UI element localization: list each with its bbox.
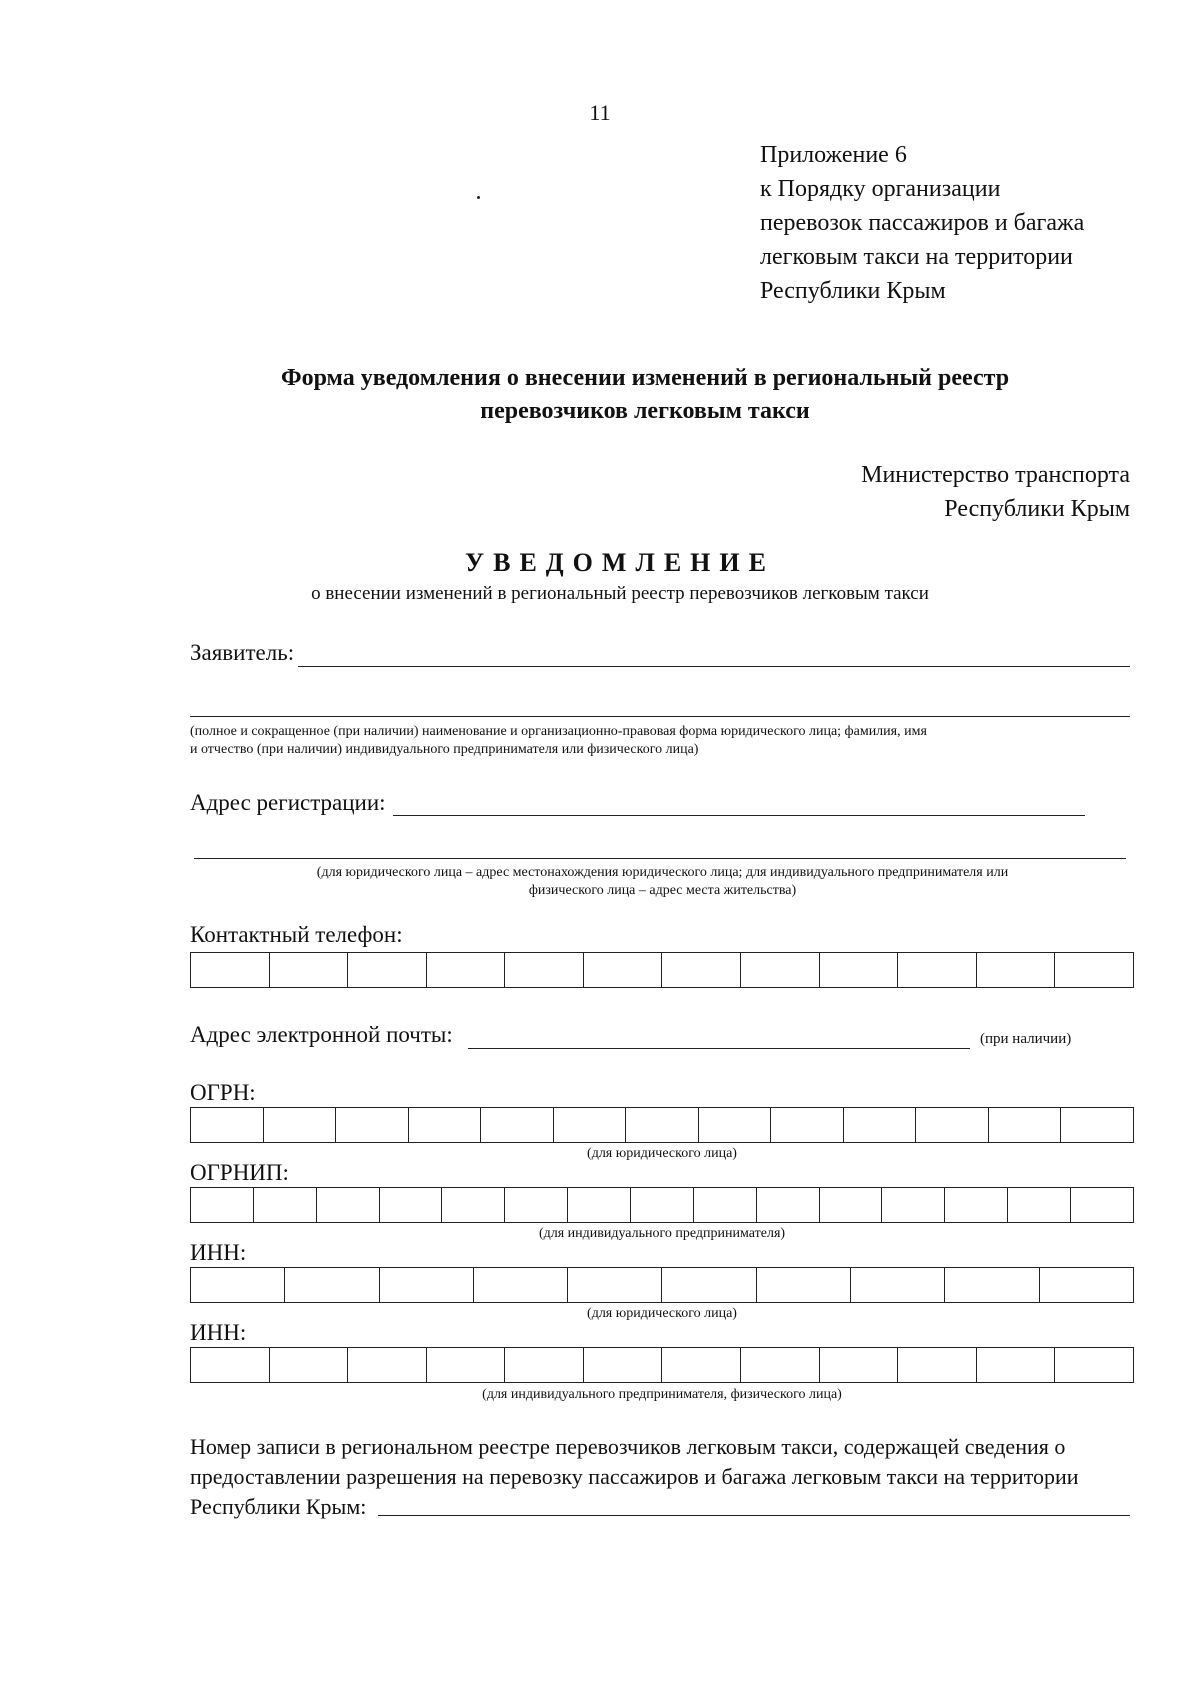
digit-cell[interactable] [662,953,741,987]
digit-cell[interactable] [348,1348,427,1382]
digit-cell[interactable] [1055,953,1133,987]
page-number: 11 [589,100,611,125]
ogrnip-hint: (для индивидуального предпринимателя) [538,1226,786,1241]
digit-cell[interactable] [409,1108,482,1142]
registration-address-hint-line: физического лица – адрес места жительства) [528,883,797,898]
digit-cell[interactable] [631,1188,694,1222]
email-note: (при наличии) [980,1031,1072,1047]
registration-address-hint-line: (для юридического лица – адрес местонахождения юридического лица; для индивидуального предпринимателя или [316,865,1009,880]
digit-cell[interactable] [989,1108,1062,1142]
digit-cell[interactable] [264,1108,337,1142]
digit-cell[interactable] [771,1108,844,1142]
digit-cell[interactable] [584,953,663,987]
digit-cell[interactable] [1008,1188,1071,1222]
annex-line: перевозок пассажиров и багажа [760,210,1085,236]
form-title [0,362,1200,428]
recipient-line: Республики Крым [944,496,1130,522]
digit-cell[interactable] [254,1188,317,1222]
digit-cell[interactable] [191,1108,264,1142]
applicant-label: Заявитель: [190,640,295,665]
record-number-text-line [190,1492,1130,1522]
digit-cell[interactable] [1071,1188,1133,1222]
applicant-hint [190,723,1135,759]
digit-cell[interactable] [1055,1348,1133,1382]
digit-cell[interactable] [191,1348,270,1382]
digit-cell[interactable] [844,1108,917,1142]
digit-cell[interactable] [285,1268,379,1302]
phone-label: Контактный телефон: [190,922,403,947]
ogrn-cells[interactable] [190,1107,1134,1143]
inn-individual-hint: (для индивидуального предпринимателя, физического лица) [482,1387,842,1402]
digit-cell[interactable] [882,1188,945,1222]
digit-cell[interactable] [427,1348,506,1382]
digit-cell[interactable] [317,1188,380,1222]
applicant-field-continued[interactable] [190,716,1130,717]
applicant-field[interactable] [298,666,1130,667]
digit-cell[interactable] [336,1108,409,1142]
digit-cell[interactable] [1040,1268,1133,1302]
digit-cell[interactable] [977,1348,1056,1382]
annex-line: Республики Крым [760,278,946,304]
digit-cell[interactable] [626,1108,699,1142]
digit-cell[interactable] [898,1348,977,1382]
annex-block [760,138,1084,308]
ogrnip-cells[interactable] [190,1187,1134,1223]
digit-cell[interactable] [662,1268,756,1302]
digit-cell[interactable] [757,1188,820,1222]
digit-cell[interactable] [474,1268,568,1302]
digit-cell[interactable] [945,1188,1008,1222]
digit-cell[interactable] [945,1268,1039,1302]
form-title-line: перевозчиков легковым такси [480,398,810,424]
applicant-hint-line: и отчество (при наличии) индивидуального предпринимателя или физического лица) [190,742,699,757]
digit-cell[interactable] [380,1188,443,1222]
email-field[interactable] [468,1048,970,1049]
notice-subtitle: о внесении изменений в региональный реестр перевозчиков легковым такси [311,583,929,604]
digit-cell[interactable] [427,953,506,987]
digit-cell[interactable] [741,1348,820,1382]
digit-cell[interactable] [820,1188,883,1222]
stray-dot [477,196,480,199]
digit-cell[interactable] [662,1348,741,1382]
digit-cell[interactable] [757,1268,851,1302]
digit-cell[interactable] [191,1188,254,1222]
annex-line: к Порядку организации [760,176,1001,202]
record-number-block [190,1432,1130,1522]
digit-cell[interactable] [380,1268,474,1302]
digit-cell[interactable] [916,1108,989,1142]
digit-cell[interactable] [699,1108,772,1142]
digit-cell[interactable] [694,1188,757,1222]
digit-cell[interactable] [481,1108,554,1142]
record-number-text-line: Номер записи в региональном реестре перевозчиков легковым такси, содержащей сведения о [190,1434,1066,1459]
ogrn-hint: (для юридического лица) [587,1146,737,1161]
inn-individual-cells[interactable] [190,1347,1134,1383]
registration-address-field-continued[interactable] [194,858,1126,859]
digit-cell[interactable] [820,1348,899,1382]
digit-cell[interactable] [977,953,1056,987]
digit-cell[interactable] [505,1348,584,1382]
ogrnip-label: ОГРНИП: [190,1160,289,1185]
digit-cell[interactable] [191,953,270,987]
digit-cell[interactable] [270,1348,349,1382]
digit-cell[interactable] [898,953,977,987]
registration-address-hint [190,864,1135,900]
digit-cell[interactable] [584,1348,663,1382]
digit-cell[interactable] [1061,1108,1133,1142]
record-number-text-line: предоставлении разрешения на перевозку пассажиров и багажа легковым такси на территории [190,1464,1079,1489]
digit-cell[interactable] [568,1188,631,1222]
digit-cell[interactable] [505,953,584,987]
applicant-hint-line: (полное и сокращенное (при наличии) наименование и организационно-правовая форма юридического лица; фамилия, имя [190,724,927,739]
inn-individual-label: ИНН: [190,1320,247,1345]
digit-cell[interactable] [505,1188,568,1222]
digit-cell[interactable] [442,1188,505,1222]
digit-cell[interactable] [820,953,899,987]
recipient-line: Министерство транспорта [861,462,1130,488]
notice-title: УВЕДОМЛЕНИЕ [465,548,775,577]
digit-cell[interactable] [554,1108,627,1142]
annex-line: легковым такси на территории [760,244,1073,270]
email-label: Адрес электронной почты: [190,1022,453,1047]
inn-legal-label: ИНН: [190,1240,247,1265]
digit-cell[interactable] [270,953,349,987]
digit-cell[interactable] [851,1268,945,1302]
digit-cell[interactable] [348,953,427,987]
inn-legal-hint: (для юридического лица) [587,1306,737,1321]
ogrn-label: ОГРН: [190,1080,256,1105]
digit-cell[interactable] [191,1268,285,1302]
record-number-field[interactable] [378,1515,1130,1516]
registration-address-label: Адрес регистрации: [190,790,386,815]
inn-legal-cells[interactable] [190,1267,1134,1303]
digit-cell[interactable] [741,953,820,987]
recipient-block [861,458,1130,526]
annex-line: Приложение 6 [760,142,907,168]
form-title-line: Форма уведомления о внесении изменений в региональный реестр [280,365,1010,391]
phone-cells[interactable] [190,952,1134,988]
registration-address-field[interactable] [393,815,1085,816]
digit-cell[interactable] [568,1268,662,1302]
record-number-label: Республики Крым: [190,1494,367,1519]
